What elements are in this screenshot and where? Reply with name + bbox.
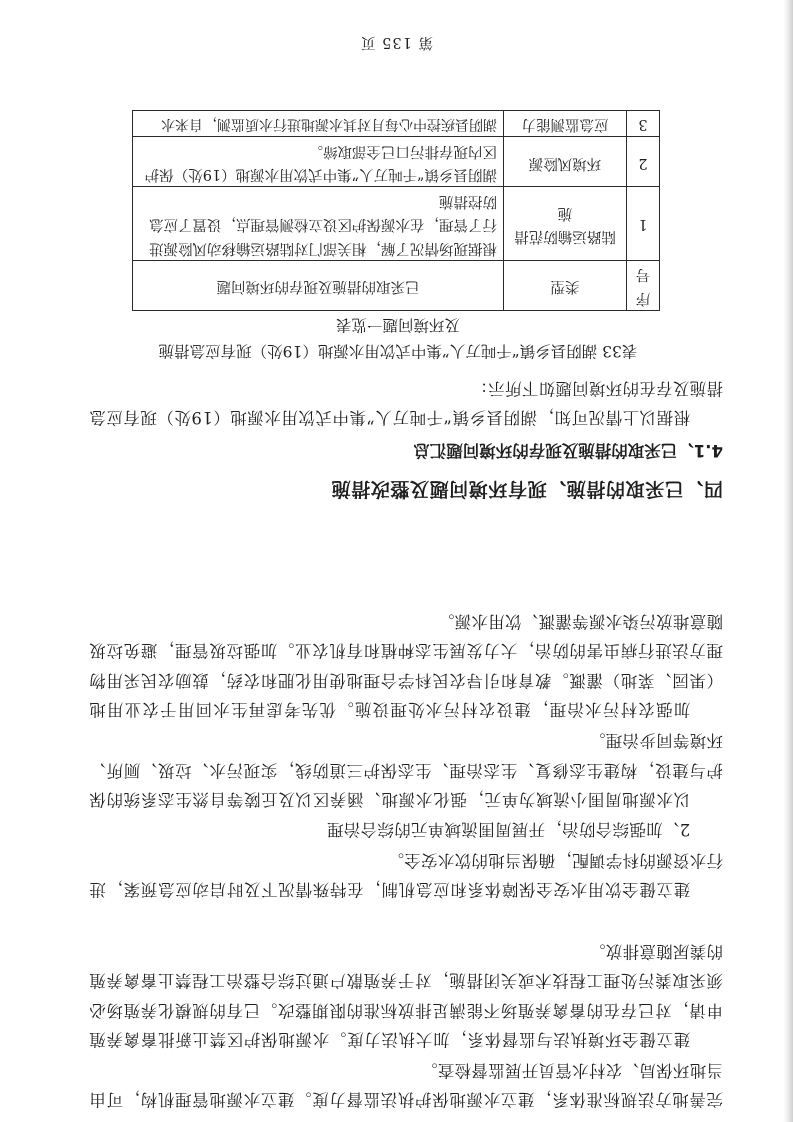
scan-edge-shadow	[783, 0, 793, 1122]
header-serial-number: 序号	[627, 261, 660, 311]
paragraph-regulations: 完善地方法规标准体系，建立水源地保护执法监督力度。建立水源地管理机构，可由当地环保局、农村水管员开展监督检查。	[89, 1060, 723, 1109]
row-type: 环境风险源	[504, 137, 627, 187]
paragraph-emergency-mechanism: 建立健全饮用水安全保障体系和应急机制，在特殊情况下及时启动应急预案，进行水资源的科学调配，确保当地的饮水安全。	[89, 850, 723, 899]
table-header-row	[133, 261, 660, 311]
header-type: 类型	[504, 261, 627, 311]
paragraph-summary: 根据以上情况可知，湖阴县乡镇“千吨万人”集中式饮用水源地（19处）现有应急措施及存在的环境问题如下所示：	[89, 378, 723, 427]
row-number: 2	[627, 137, 660, 187]
row-number: 3	[627, 111, 660, 138]
paragraph-enforcement: 建立健全环境执法与监督体系，加大执法力度。水源地保护区禁止新批畜禽养殖申请，对已存在的畜禽养殖场不能满足排放标准的限期整改。已有的规模化养殖场必须采取粪污处理工程技术或关闭措施，对于养殖散户通过综合整治工程禁止畜禽养殖的粪尿随意排放。	[89, 941, 723, 1049]
table-row	[133, 111, 660, 138]
paragraph-watershed-protection: 以水源地周围小流域为单元，强化水源地、涵养区以及丘陵等自然生态系统的保护与建设，构建生态修复、生态治理、生态保护三道防线，实现污水、垃圾、厕所、环境等同步治理。	[89, 731, 723, 809]
table-caption: 表33 湖阴县乡镇“千吨万人”集中式饮用水源地（19处）现有应急措施及环境问题一览表	[158, 316, 638, 360]
row-description: 湖阴县疾控中心每月对其水源地进行水质监测，自来水	[133, 111, 504, 138]
section-4-1-heading: 4.1、已采取的措施及现存的环境问题汇总	[413, 441, 723, 460]
row-description: 根据现场情况了解，相关部门对陆路运输移动风险源进行了管理，在水源保护区设立检测管理点，设置了应急防控措施	[133, 187, 504, 261]
paragraph-rural-sewage: 加强农村污水治理，建设农村污水处理设施。优先考虑再生水回用于农业用地（果园、菜地）灌溉。教育和引导农民科学合理地使用化肥和农药，鼓励农民采用物理方法进行病虫害的防治，大力发展生态种植和有机农业。加强垃圾管理，避免垃圾随意堆放污染水源等灌溉、饮用水源。	[89, 611, 723, 719]
row-type: 陆路运输防范措施	[504, 187, 627, 261]
row-description: 湖阴县乡镇“千吨万人”集中式饮用水源地（19处）保护区内现存排污口已全部取缔。	[133, 137, 504, 187]
row-type: 应急监测能力	[504, 111, 627, 138]
page-number: 第 135 页	[360, 34, 433, 50]
table-row	[133, 187, 660, 261]
row-number: 1	[627, 187, 660, 261]
paragraph-item-2-title: 2、加强综合防治，开展周围流域单元的综合治理	[326, 820, 691, 839]
table-row	[133, 137, 660, 187]
header-measures-and-issues: 已采取的措施及现存的环境问题	[133, 261, 504, 311]
environmental-issues-table	[132, 110, 660, 311]
section-4-heading: 四、已采取的措施、现有环境问题及整改措施	[330, 478, 723, 500]
